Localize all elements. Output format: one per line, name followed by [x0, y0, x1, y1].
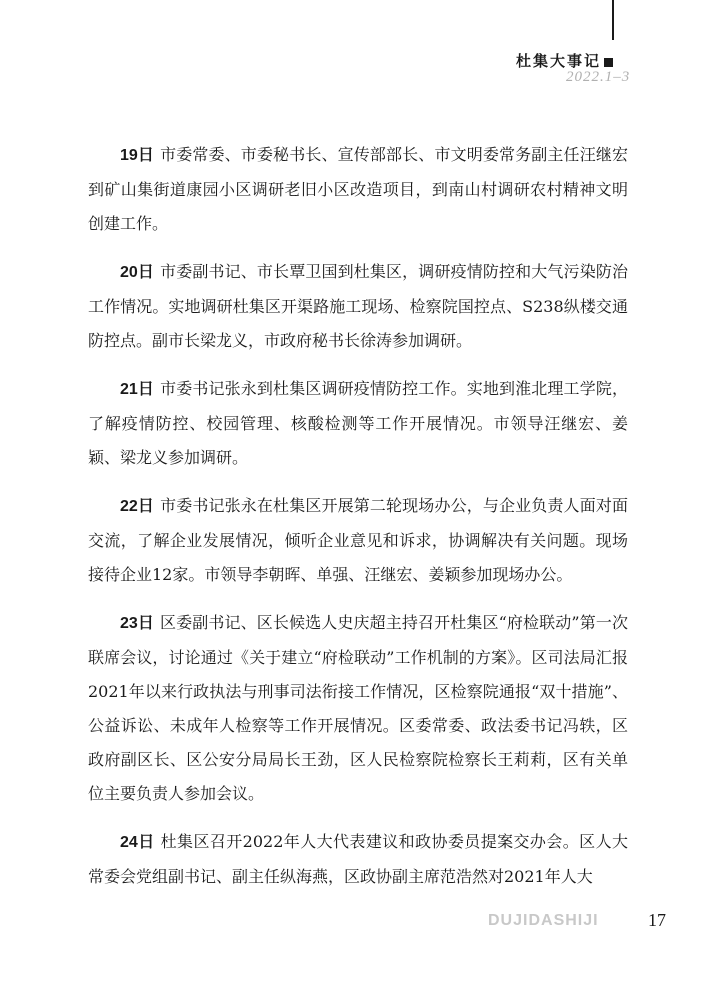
- running-header-title: 杜集大事记: [516, 52, 602, 70]
- entry-text: 市委副书记、市长覃卫国到杜集区，调研疫情防控和大气污染防治工作情况。实地调研杜集区开渠路施工现场、检察院国控点、S238纵楼交通防控点。副市长梁龙义，市政府秘书长徐涛参加调研。: [88, 262, 628, 350]
- entry-22: [88, 489, 628, 592]
- entry-text: 市委书记张永在杜集区开展第二轮现场办公，与企业负责人面对面交流，了解企业发展情况，倾听企业意见和诉求，协调解决有关问题。现场接待企业12家。市领导李朝晖、单强、汪继宏、姜颖参加现场办公。: [88, 496, 628, 584]
- entry-text: 区委副书记、区长候选人史庆超主持召开杜集区“府检联动”第一次联席会议，讨论通过《关于建立“府检联动”工作机制的方案》。区司法局汇报2021年以来行政执法与刑事司法衔接工作情况，区检察院通报“双十措施”、公益诉讼、未成年人检察等工作开展情况。区委常委、政法委书记冯轶，区政府副区长、区公安分局局长王劲，区人民检察院检察长王莉莉，区有关单位主要负责人参加会议。: [88, 613, 628, 803]
- entry-text: 杜集区召开2022年人大代表建议和政协委员提案交办会。区人大常委会党组副书记、副主任纵海燕，区政协副主席范浩然对2021年人大: [88, 832, 628, 886]
- entry-21: [88, 372, 628, 475]
- entries-body: [88, 138, 628, 908]
- entry-date: 19日: [120, 147, 155, 164]
- entry-date: 24日: [120, 834, 155, 851]
- entry-date: 22日: [120, 498, 155, 515]
- entry-date: 20日: [120, 264, 155, 281]
- entry-text: 市委常委、市委秘书长、宣传部部长、市文明委常务副主任汪继宏到矿山集街道康园小区调研老旧小区改造项目，到南山村调研农村精神文明创建工作。: [88, 145, 628, 233]
- entry-date: 23日: [120, 615, 155, 632]
- running-header: [516, 50, 613, 71]
- header-square-mark: [604, 58, 613, 67]
- entry-19: [88, 138, 628, 241]
- footer-brand: DUJIDASHIJI: [488, 912, 599, 929]
- entry-text: 市委书记张永到杜集区调研疫情防控工作。实地到淮北理工学院，了解疫情防控、校园管理、核酸检测等工作开展情况。市领导汪继宏、姜颖、梁龙义参加调研。: [88, 379, 628, 467]
- header-rule: [612, 0, 614, 40]
- entry-23: [88, 606, 628, 811]
- entry-20: [88, 255, 628, 358]
- entry-24: [88, 825, 628, 894]
- page-number: 17: [648, 910, 666, 930]
- entry-date: 21日: [120, 381, 155, 398]
- running-header-date: 2022.1–3: [566, 69, 631, 85]
